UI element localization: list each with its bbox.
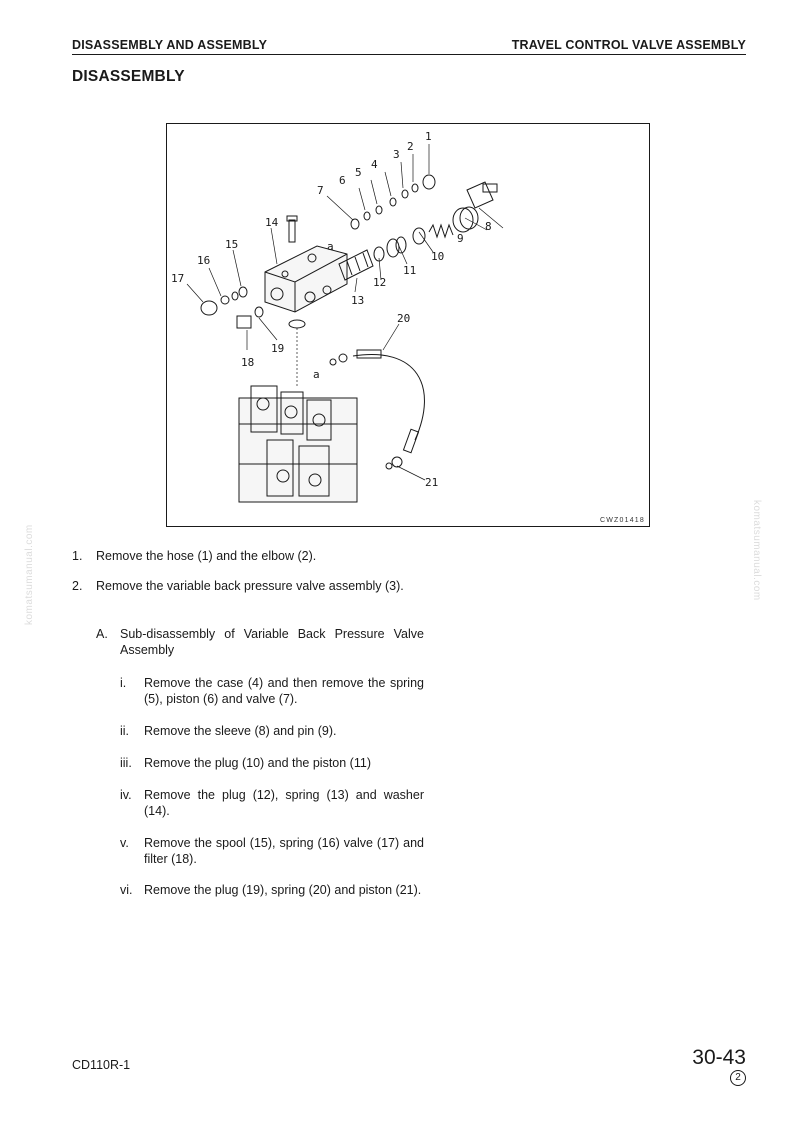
model-number: CD110R-1: [72, 1058, 131, 1072]
subitem-number: iii.: [120, 756, 132, 770]
callout-label: 15: [225, 238, 239, 251]
page-header: [72, 34, 746, 55]
step-text: Remove the hose (1) and the elbow (2).: [96, 549, 317, 563]
watermark-right: komatsumanual.com: [751, 500, 762, 601]
subitem-number: i.: [120, 676, 127, 690]
callout-label: 18: [241, 356, 255, 369]
step-number: 1.: [72, 549, 83, 563]
figure-code: CWZ01418: [599, 517, 645, 524]
callout-label: 10: [431, 250, 445, 263]
callout-label: 19: [271, 342, 285, 355]
callout-label: 6: [339, 174, 346, 187]
callout-label: 12: [373, 276, 387, 289]
callout-label: 2: [407, 140, 414, 153]
header-section: DISASSEMBLY AND ASSEMBLY: [72, 38, 268, 52]
callout-label: 1: [425, 130, 432, 143]
mounting-bolt: [287, 216, 297, 242]
subitem-text: Remove the plug (12), spring (13) and washer (14).: [144, 788, 424, 818]
callout-label: 14: [265, 216, 279, 229]
subitem-number: vi.: [120, 883, 133, 897]
callout-label: a: [327, 240, 334, 253]
callout-label: 4: [371, 158, 378, 171]
control-valve-body: [239, 386, 357, 502]
callout-label: a: [313, 368, 320, 381]
callout-label: 17: [171, 272, 185, 285]
callout-label: 3: [393, 148, 400, 161]
callout-label: 20: [397, 312, 411, 325]
callout-label: 13: [351, 294, 365, 307]
page-number: 30-43: [692, 1046, 746, 1069]
callout-label: 16: [197, 254, 211, 267]
exploded-view-drawing: [167, 124, 649, 526]
subitem-text: Remove the plug (10) and the piston (11): [144, 756, 371, 770]
subitem-number: ii.: [120, 724, 130, 738]
subitem-text: Remove the spool (15), spring (16) valve (17) and filter (18).: [144, 836, 424, 866]
header-topic: TRAVEL CONTROL VALVE ASSEMBLY: [511, 38, 746, 52]
subitem-text: Remove the sleeve (8) and pin (9).: [144, 724, 337, 738]
section-title: DISASSEMBLY: [72, 68, 185, 85]
callout-label: 5: [355, 166, 362, 179]
valve-block: [265, 246, 347, 312]
callout-label: 11: [403, 264, 417, 277]
exploded-view-figure: [166, 123, 650, 527]
revision-mark: 2: [730, 1070, 746, 1086]
upper-small-parts: [351, 175, 435, 229]
callout-label: 21: [425, 476, 439, 489]
subitem-number: iv.: [120, 788, 132, 802]
substep-number: A.: [96, 627, 108, 641]
subitem-text: Remove the plug (19), spring (20) and piston (21).: [144, 883, 422, 897]
callout-label: 9: [457, 232, 464, 245]
step-number: 2.: [72, 579, 83, 593]
callout-label: 7: [317, 184, 324, 197]
subitem-number: v.: [120, 836, 129, 850]
step-text: Remove the variable back pressure valve assembly (3).: [96, 579, 404, 593]
subitem-text: Remove the case (4) and then remove the spring (5), piston (6) and valve (7).: [144, 676, 424, 706]
callout-label: 8: [485, 220, 492, 233]
watermark-left: komatsumanual.com: [24, 524, 35, 625]
substep-text: Sub-disassembly of Variable Back Pressure Valve Assembly: [120, 627, 424, 657]
